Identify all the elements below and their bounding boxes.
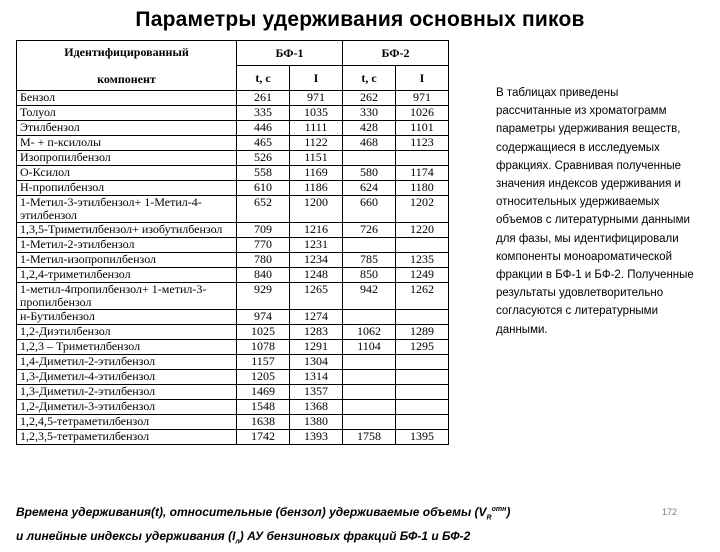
component-name-cell: Изопропилбензол <box>17 151 237 166</box>
group-header-bf2: БФ-2 <box>343 41 449 66</box>
component-name-cell: Бензол <box>17 91 237 106</box>
table-row <box>17 430 449 445</box>
bf1-time-cell: 446 <box>237 121 290 136</box>
bf2-index-cell: 1174 <box>396 166 449 181</box>
bf2-index-cell <box>396 355 449 370</box>
bf1-index-cell: 1283 <box>290 325 343 340</box>
bf1-index-cell: 1035 <box>290 106 343 121</box>
bf2-time-cell: 942 <box>343 283 396 310</box>
caption-line2-end: ) АУ бензиновых фракций БФ-1 и БФ-2 <box>239 529 471 544</box>
bf1-time-cell: 652 <box>237 196 290 223</box>
retention-table <box>16 40 449 445</box>
table-body <box>17 91 449 445</box>
component-header-line1: Идентифицированный <box>64 44 189 59</box>
bf2-time-cell <box>343 310 396 325</box>
bf1-time-cell: 335 <box>237 106 290 121</box>
component-name-cell: 1,2-Диэтилбензол <box>17 325 237 340</box>
bf1-time-cell: 840 <box>237 268 290 283</box>
component-name-cell: 1,4-Диметил-2-этилбензол <box>17 355 237 370</box>
bf2-index-cell: 1295 <box>396 340 449 355</box>
bf1-time-cell: 1638 <box>237 415 290 430</box>
table-row <box>17 136 449 151</box>
col-header-t-bf1: t, c <box>237 66 290 91</box>
component-name-cell: 1-метил-4пропилбензол+ 1-метил-3-пропилбензол <box>17 283 237 310</box>
bf2-time-cell <box>343 370 396 385</box>
table-row <box>17 166 449 181</box>
bf2-index-cell <box>396 385 449 400</box>
bf1-time-cell: 1469 <box>237 385 290 400</box>
table-row <box>17 106 449 121</box>
bf2-time-cell: 785 <box>343 253 396 268</box>
component-name-cell: 1-Метил-изопропилбензол <box>17 253 237 268</box>
bf1-index-cell: 1368 <box>290 400 343 415</box>
bf2-index-cell <box>396 370 449 385</box>
component-name-cell: 1,2,4-триметилбензол <box>17 268 237 283</box>
bf2-index-cell: 1395 <box>396 430 449 445</box>
table-row <box>17 370 449 385</box>
caption-sup-otn: отн <box>491 506 507 513</box>
component-name-cell: Этилбензол <box>17 121 237 136</box>
col-header-t-bf2: t, c <box>343 66 396 91</box>
bf2-index-cell <box>396 238 449 253</box>
bf1-time-cell: 1205 <box>237 370 290 385</box>
table-row <box>17 355 449 370</box>
table-row <box>17 181 449 196</box>
bf1-time-cell: 261 <box>237 91 290 106</box>
bf2-time-cell: 468 <box>343 136 396 151</box>
bf1-time-cell: 526 <box>237 151 290 166</box>
table-row <box>17 151 449 166</box>
bf1-index-cell: 1274 <box>290 310 343 325</box>
component-name-cell: 1,3-Диметил-4-этилбензол <box>17 370 237 385</box>
caption-sub-r: R <box>486 514 492 522</box>
table-row <box>17 340 449 355</box>
component-header <box>17 41 237 91</box>
bf2-index-cell: 1101 <box>396 121 449 136</box>
bf2-time-cell <box>343 400 396 415</box>
col-header-i-bf1: I <box>290 66 343 91</box>
table-row <box>17 268 449 283</box>
component-header-line2: компонент <box>97 71 156 86</box>
bf2-index-cell <box>396 400 449 415</box>
component-name-cell: 1-Метил-3-этилбензол+ 1-Метил-4-этилбензол <box>17 196 237 223</box>
bf2-time-cell: 624 <box>343 181 396 196</box>
bf1-index-cell: 1265 <box>290 283 343 310</box>
bf1-index-cell: 1231 <box>290 238 343 253</box>
bf2-index-cell: 1180 <box>396 181 449 196</box>
bf1-index-cell: 1380 <box>290 415 343 430</box>
component-name-cell: Толуол <box>17 106 237 121</box>
bf2-index-cell <box>396 151 449 166</box>
component-name-cell: 1,3,5-Триметилбензол+ изобутилбензол <box>17 223 237 238</box>
bf1-time-cell: 558 <box>237 166 290 181</box>
bf2-time-cell <box>343 385 396 400</box>
bf1-time-cell: 610 <box>237 181 290 196</box>
table-row <box>17 121 449 136</box>
component-name-cell: М- + п-ксилолы <box>17 136 237 151</box>
bf2-time-cell <box>343 355 396 370</box>
caption-line2: и линейные индексы удерживания (I <box>16 529 236 544</box>
bf1-index-cell: 1304 <box>290 355 343 370</box>
bf2-time-cell: 850 <box>343 268 396 283</box>
page-number: 172 <box>662 507 678 517</box>
bf2-time-cell: 1104 <box>343 340 396 355</box>
bf1-index-cell: 1314 <box>290 370 343 385</box>
bf2-index-cell: 1249 <box>396 268 449 283</box>
bf1-time-cell: 1025 <box>237 325 290 340</box>
bf1-index-cell: 1248 <box>290 268 343 283</box>
bf2-time-cell: 1758 <box>343 430 396 445</box>
component-name-cell: н-Бутилбензол <box>17 310 237 325</box>
bf1-time-cell: 709 <box>237 223 290 238</box>
bf1-time-cell: 929 <box>237 283 290 310</box>
bf1-index-cell: 1151 <box>290 151 343 166</box>
caption-line1: Времена удерживания(t), относительные (бензол) удерживаемые объемы (V <box>16 505 487 519</box>
component-name-cell: О-Ксилол <box>17 166 237 181</box>
bf2-index-cell <box>396 310 449 325</box>
table-row <box>17 91 449 106</box>
table-row <box>17 283 449 310</box>
bf1-time-cell: 770 <box>237 238 290 253</box>
bf2-time-cell: 580 <box>343 166 396 181</box>
bf2-index-cell <box>396 415 449 430</box>
bf2-time-cell: 726 <box>343 223 396 238</box>
bf2-index-cell: 1202 <box>396 196 449 223</box>
page-title: Параметры удерживания основных пиков <box>135 8 585 31</box>
component-name-cell: 1,2,3 – Триметилбензол <box>17 340 237 355</box>
component-name-cell: 1,2,3,5-тетраметилбензол <box>17 430 237 445</box>
table-row <box>17 385 449 400</box>
bf2-time-cell: 1062 <box>343 325 396 340</box>
component-name-cell: 1-Метил-2-этилбензол <box>17 238 237 253</box>
bf1-time-cell: 1742 <box>237 430 290 445</box>
bf1-index-cell: 971 <box>290 91 343 106</box>
bf1-index-cell: 1291 <box>290 340 343 355</box>
bf1-time-cell: 974 <box>237 310 290 325</box>
bf1-index-cell: 1186 <box>290 181 343 196</box>
bf2-time-cell: 262 <box>343 91 396 106</box>
bf1-index-cell: 1200 <box>290 196 343 223</box>
table-header-row <box>17 41 449 66</box>
bf1-index-cell: 1357 <box>290 385 343 400</box>
bf1-index-cell: 1216 <box>290 223 343 238</box>
bf2-index-cell: 1026 <box>396 106 449 121</box>
group-header-bf1: БФ-1 <box>237 41 343 66</box>
table-row <box>17 223 449 238</box>
component-name-cell: Н-пропилбензол <box>17 181 237 196</box>
bf1-time-cell: 1548 <box>237 400 290 415</box>
table-row <box>17 310 449 325</box>
retention-table-container <box>16 40 448 445</box>
bf2-time-cell <box>343 415 396 430</box>
bf2-index-cell: 971 <box>396 91 449 106</box>
bf2-time-cell <box>343 151 396 166</box>
bf2-index-cell: 1123 <box>396 136 449 151</box>
bf1-time-cell: 1078 <box>237 340 290 355</box>
caption-line1-end: ) <box>506 505 511 519</box>
component-name-cell: 1,2,4,5-тетраметилбензол <box>17 415 237 430</box>
table-row <box>17 325 449 340</box>
description-text: В таблицах приведены рассчитанные из хроматограмм параметры удерживания веществ, содержащиеся в исследуемых фракциях. Сравнивая полученные значения индексов удерживания и относительных удерживаемых объемов с литературными данными для фазы, мы идентифицировали компоненты моноароматической фракции в БФ-1 и БФ-2. Полученные результаты удовлетворительно согласуются с литературными данными. <box>496 87 694 336</box>
bf2-index-cell: 1289 <box>396 325 449 340</box>
bf1-index-cell: 1122 <box>290 136 343 151</box>
table-caption <box>16 500 636 552</box>
table-row <box>17 238 449 253</box>
bf1-index-cell: 1111 <box>290 121 343 136</box>
bf2-index-cell: 1235 <box>396 253 449 268</box>
bf2-time-cell <box>343 238 396 253</box>
table-row <box>17 400 449 415</box>
bf1-index-cell: 1234 <box>290 253 343 268</box>
component-name-cell: 1,3-Диметил-2-этилбензол <box>17 385 237 400</box>
bf2-index-cell: 1262 <box>396 283 449 310</box>
table-row <box>17 196 449 223</box>
bf1-index-cell: 1393 <box>290 430 343 445</box>
bf2-index-cell: 1220 <box>396 223 449 238</box>
caption-sub-l: л <box>235 538 240 546</box>
bf1-time-cell: 1157 <box>237 355 290 370</box>
bf1-time-cell: 780 <box>237 253 290 268</box>
table-row <box>17 415 449 430</box>
bf2-time-cell: 428 <box>343 121 396 136</box>
bf2-time-cell: 660 <box>343 196 396 223</box>
table-row <box>17 253 449 268</box>
col-header-i-bf2: I <box>396 66 449 91</box>
component-name-cell: 1,2-Диметил-3-этилбензол <box>17 400 237 415</box>
bf2-time-cell: 330 <box>343 106 396 121</box>
bf1-time-cell: 465 <box>237 136 290 151</box>
bf1-index-cell: 1169 <box>290 166 343 181</box>
